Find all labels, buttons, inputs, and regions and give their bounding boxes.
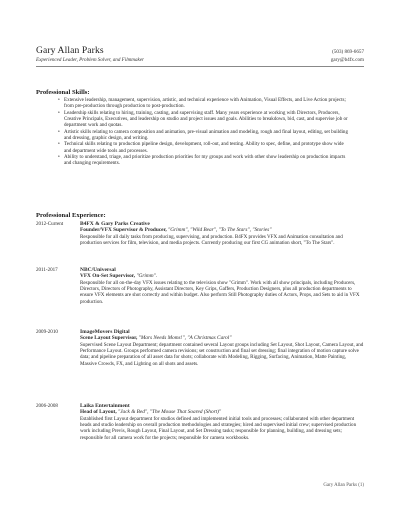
job-title: Founder/VFX Supervisor & Producer, — [80, 227, 167, 234]
skill-item: • Artistic skills relating to camera composition and animation, pre-visual animation and modeling, rough and final layout, editing, set building and dressing, graphic design, and writing. — [58, 128, 348, 142]
bullet-icon: • — [58, 109, 60, 116]
resume-subtitle: Experienced Leader, Problem Solver, and Filmmaker — [36, 57, 145, 63]
job-dates: 2011-2017 — [36, 267, 58, 273]
job-projects: "Jack & Bed", "The Mouse That Soared (Short)" — [117, 409, 222, 416]
bullet-icon: • — [58, 154, 60, 161]
bullet-icon: • — [58, 128, 60, 135]
page-footer: Gary Allan Parks (1) — [323, 483, 364, 488]
job-organization: ImageMovers Digital — [80, 329, 130, 335]
job-organization: B4FX & Gary Parks Creative — [80, 221, 150, 227]
job-description: Responsible for all daily tasks from producing, supervising, and production. B4FX provides VFX and Animation consultation and production services for film, television, and media projects. Currently producing our first CG animation short, "To The Stars". — [80, 233, 343, 247]
skill-item: • Ability to understand, triage, and prioritize production priorities for my groups and work with other show leadership on production impacts and changing requirements. — [58, 154, 346, 167]
header-divider — [36, 66, 364, 67]
skills-list — [58, 97, 350, 167]
job-organization: Laika Entertainment — [80, 403, 130, 409]
job-description: Established first Layout department for studios defined and implemented initial tools and processes; collaborated with other department heads and studio leadership on overall production methodologies and strategies; hired and supervised initial crew; supervised production work including Previs, Rough Layout, Final Layout, and Set Dressing tasks; responsible for planning, building, and dressing sets; responsible for all camera work for the projects; responsible for camera workbooks. — [80, 415, 357, 441]
job-description: Responsible for all on-the-day VFX issues relating to the television show "Grimm". Work with all show principals, including Producers, Directors, Directors of Photography, Assistant Directors, Key Grips, Gaffers, Production Designers, plus all production departments to ensure VFX elements are shot correctly and within budget. Also perform Still Photography duties of Actors, Props, and Sets to aid in VFX production. — [80, 279, 360, 305]
job-entry — [36, 267, 364, 305]
job-projects: "Grimm", "Wild Bear", "To The Stars", "Stories" — [168, 227, 272, 234]
job-title: Scene Layout Supervisor, — [80, 335, 138, 342]
skill-item: • Extensive leadership, management, supervision, artistic, and technical experience with Animation, Visual Effects, and Live Action projects; from pre-production through production to post-production. — [58, 97, 346, 110]
job-entry — [36, 403, 364, 441]
job-dates: 2012-Current — [36, 221, 64, 227]
email-address: gary@b4fx.com — [330, 57, 364, 63]
job-title: Head of Layout, — [80, 409, 117, 416]
resume-name: Gary Allan Parks — [36, 45, 104, 56]
experience-heading: Professional Experience: — [36, 212, 106, 219]
phone-number: (503) 869-6657 — [332, 49, 364, 55]
bullet-icon: • — [58, 141, 60, 148]
job-organization: NBC/Universal — [80, 267, 116, 273]
job-description: Supervised Scene Layout Department; department contained several Layout groups including Set Layout, Shot Layout, Camera Layout, and Performance Layout. Groups performed camera revisions; set construction and final set dressing; final integration of motion capture solve data; and pipeline preparation of all asset data for shots; collaborate with Modeling, Rigging, Surfacing, Animation, Matte Painting, Massive Crowds, FX, and Lighting on all shots and assets. — [80, 341, 364, 367]
skill-item: • Technical skills relating to production pipeline design, development, roll-out, and testing. Ability to spec, define, and prototype show wide and department wide tools and processes. — [58, 141, 344, 154]
job-dates: 2009-2010 — [36, 329, 58, 335]
job-projects: "Grimm". — [136, 273, 158, 280]
skills-heading: Professional Skills: — [36, 89, 90, 96]
skill-item: • Leadership skills relating to hiring, training, casting, and supervising staff. Many years experience at working with Directors, Producers, Creative Principals, Executives, and leadership on studio and project issues and goals. Abilities to breakdown, bid, cast, and supervise job or department work and quotas. — [58, 109, 348, 129]
job-entry — [36, 329, 364, 367]
bullet-icon: • — [58, 97, 60, 103]
job-dates: 2006-2008 — [36, 403, 58, 409]
job-entry — [36, 221, 364, 246]
job-projects: "Mars Needs Moms!", "A Christmas Carol" — [138, 335, 232, 342]
job-title: VFX On-Set Supervisor, — [80, 273, 135, 280]
